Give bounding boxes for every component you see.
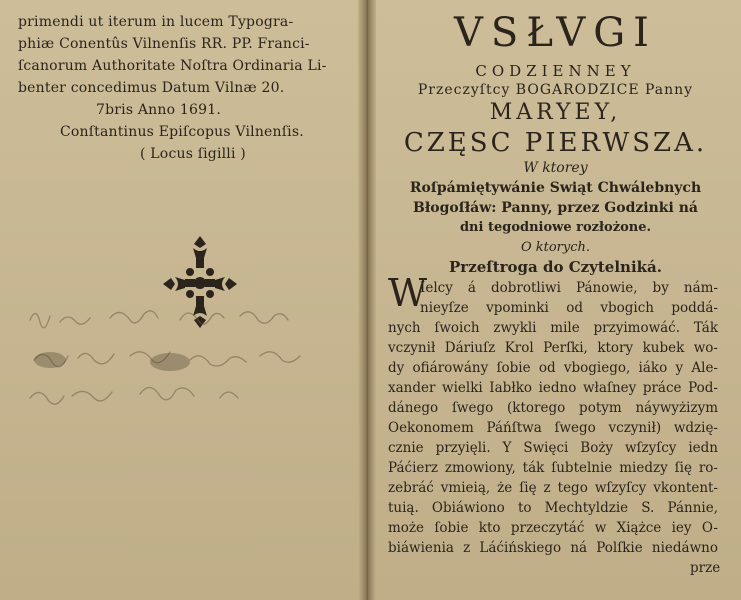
body-line: Páćierz zmowiony, ták ſubtelnie miedzy ſię ro- — [388, 460, 718, 476]
body-line: cznie przyięli. Y Swięci Boży wſzyſcy iedn — [388, 440, 718, 456]
body-line: zebráć vmieią, że ſię z tego wſzyſcy vkontent- — [388, 480, 718, 496]
approbation-line: ſcanorum Authoritate Noſtra Ordinaria Li- — [18, 58, 327, 74]
body-line: Oekonomem Páńſtwa ſwego vczynił) wdzię- — [388, 420, 718, 436]
w-ktorey: W ktorey — [523, 160, 588, 176]
catchword: prze — [690, 560, 721, 576]
body-line: tuią. Obiáwiono to Mechtyldzie S. Pánnie, — [388, 500, 718, 516]
approbation-line: benter concedimus Datum Vilnæ 20. — [18, 80, 285, 96]
body-line: nieyſze vpominki od vbogich poddá- — [420, 300, 718, 316]
approbation-line: phiæ Conentûs Vilnenſis RR. PP. Franci- — [18, 36, 310, 52]
reader-notice-heading: Przeſtroga do Czytelniká. — [449, 258, 662, 276]
body-line: dy ofiárowány ſobie od vbogiego, iáko y Ale- — [388, 360, 718, 376]
title-line-codzienney: CODZIENNEY — [475, 62, 636, 80]
blackletter-line: Błogoſłáw: Panny, przez Godzinki ná — [413, 200, 698, 216]
body-line: biáwienia z Láćińskiego ná Polſkie niedáwno — [388, 540, 718, 556]
body-line: dánego ſwego (ktorego potym náywyżizym — [388, 400, 718, 416]
drop-cap: W — [388, 271, 428, 315]
title-line-maryey: MARYEY, — [489, 100, 622, 125]
book-title: VSŁVGI — [454, 10, 657, 56]
part-heading: CZĘSC PIERWSZA. — [403, 128, 708, 158]
body-line: Ielcy á dobrotliwi Pánowie, by nám- — [420, 280, 718, 296]
seal-note: ( Locus ſigilli ) — [140, 146, 246, 162]
approbation-date: 7bris Anno 1691. — [96, 102, 221, 118]
blackletter-line: Roſpámiętywánie Swiąt Chwálebnych — [409, 180, 702, 196]
body-line: nych ſwoich zwykli mile przyimowáć. Ták — [388, 320, 718, 336]
approbation-line: primendi ut iterum in lucem Typogra- — [18, 14, 294, 30]
bishop-signature: Conſtantinus Epiſcopus Vilnenſis. — [60, 124, 304, 140]
body-line: może ſobie kto przeczytáć w Xiążce iey O- — [388, 520, 718, 536]
body-line: xander wielki Iabłko iedno właſney práce Pod- — [388, 380, 718, 396]
handwritten-inscription — [20, 300, 340, 440]
body-line: vczynił Dáriuſz Krol Perſki, ktory kubek wo- — [388, 340, 718, 356]
blackletter-line: dni tegodniowe rozłożone. — [459, 220, 652, 235]
o-ktorych: O ktorych. — [520, 240, 591, 255]
title-line-bogarodzice: Przeczyſtcy BOGARODZICE Panny — [417, 82, 694, 98]
